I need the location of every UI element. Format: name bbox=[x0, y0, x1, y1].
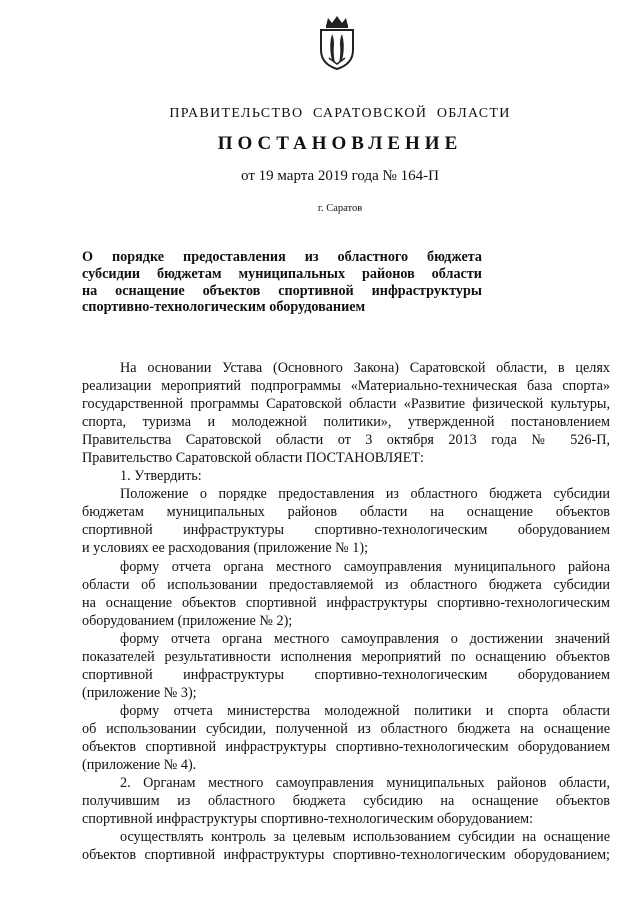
decree-subject bbox=[82, 249, 482, 316]
body-line: государственной программы Саратовской области «Развитие физической культуры, bbox=[82, 396, 610, 413]
body-line: объектов спортивной инфраструктуры спортивно-технологическим оборудованием bbox=[82, 738, 610, 755]
body-line: получившим из областного бюджета субсидию на оснащение объектов bbox=[82, 793, 610, 810]
body-line: и условиях ее расходования (приложение № 1); bbox=[82, 540, 369, 557]
body-line: форму отчета министерства молодежной политики и спорта области bbox=[120, 702, 610, 719]
body-line: реализации мероприятий подпрограммы «Материально-техническая база спорта» bbox=[82, 378, 610, 395]
body-line: Положение о порядке предоставления из областного бюджета субсидии bbox=[120, 486, 610, 503]
decree-date-number: от 19 марта 2019 года № 164-П bbox=[241, 168, 439, 184]
body-line: форму отчета органа местного самоуправления о достижении значений bbox=[120, 630, 610, 647]
coat-of-arms-icon bbox=[316, 14, 358, 70]
government-title: ПРАВИТЕЛЬСТВО САРАТОВСКОЙ ОБЛАСТИ bbox=[169, 106, 511, 121]
subject-line: спортивно-технологическим оборудованием bbox=[82, 299, 366, 316]
body-line: 1. Утвердить: bbox=[120, 468, 202, 485]
body-line: осуществлять контроль за целевым использованием субсидии на оснащение bbox=[120, 829, 610, 846]
body-line: спорта, туризма и молодежной политики», утвержденной постановлением bbox=[82, 414, 610, 431]
decree-body bbox=[82, 359, 610, 864]
body-line: 2. Органам местного самоуправления муниципальных районов области, bbox=[120, 775, 610, 792]
body-line: форму отчета органа местного самоуправления муниципального района bbox=[120, 558, 610, 575]
body-line: (приложение № 3); bbox=[82, 684, 197, 701]
body-line: показателей результативности исполнения мероприятий по оснащению объектов bbox=[82, 648, 610, 665]
body-line: бюджетам муниципальных районов области на оснащение объектов bbox=[82, 504, 610, 521]
body-line: спортивной инфраструктуры спортивно-технологическим оборудованием: bbox=[82, 811, 534, 828]
body-line: Правительства Саратовской области от 3 октября 2013 года № 526-П, bbox=[82, 432, 610, 449]
body-line: на оснащение объектов спортивной инфраструктуры спортивно-технологическим bbox=[82, 594, 610, 611]
decree-title: ПОСТАНОВЛЕНИЕ bbox=[217, 133, 463, 154]
body-line: (приложение № 4). bbox=[82, 757, 197, 774]
body-line: об использовании субсидии, полученной из областного бюджета на оснащение bbox=[82, 720, 610, 737]
body-line: оборудованием (приложение № 2); bbox=[82, 612, 293, 629]
coat-of-arms-emblem bbox=[316, 14, 358, 70]
body-line: спортивной инфраструктуры спортивно-технологическим оборудованием bbox=[82, 522, 610, 539]
body-line: спортивной инфраструктуры спортивно-технологическим оборудованием bbox=[82, 666, 610, 683]
subject-line: О порядке предоставления из областного бюджета bbox=[82, 249, 482, 265]
subject-line: субсидии бюджетам муниципальных районов области bbox=[82, 265, 482, 282]
subject-line: на оснащение объектов спортивной инфраструктуры bbox=[82, 282, 482, 299]
decree-city: г. Саратов bbox=[317, 203, 363, 214]
body-line: На основании Устава (Основного Закона) Саратовской области, в целях bbox=[120, 360, 610, 376]
body-line: объектов спортивной инфраструктуры спортивно-технологическим оборудованием; bbox=[82, 847, 610, 864]
body-line: Правительство Саратовской области ПОСТАНОВЛЯЕТ: bbox=[82, 450, 425, 467]
body-line: области об использовании предоставляемой из областного бюджета субсидии bbox=[82, 576, 610, 593]
